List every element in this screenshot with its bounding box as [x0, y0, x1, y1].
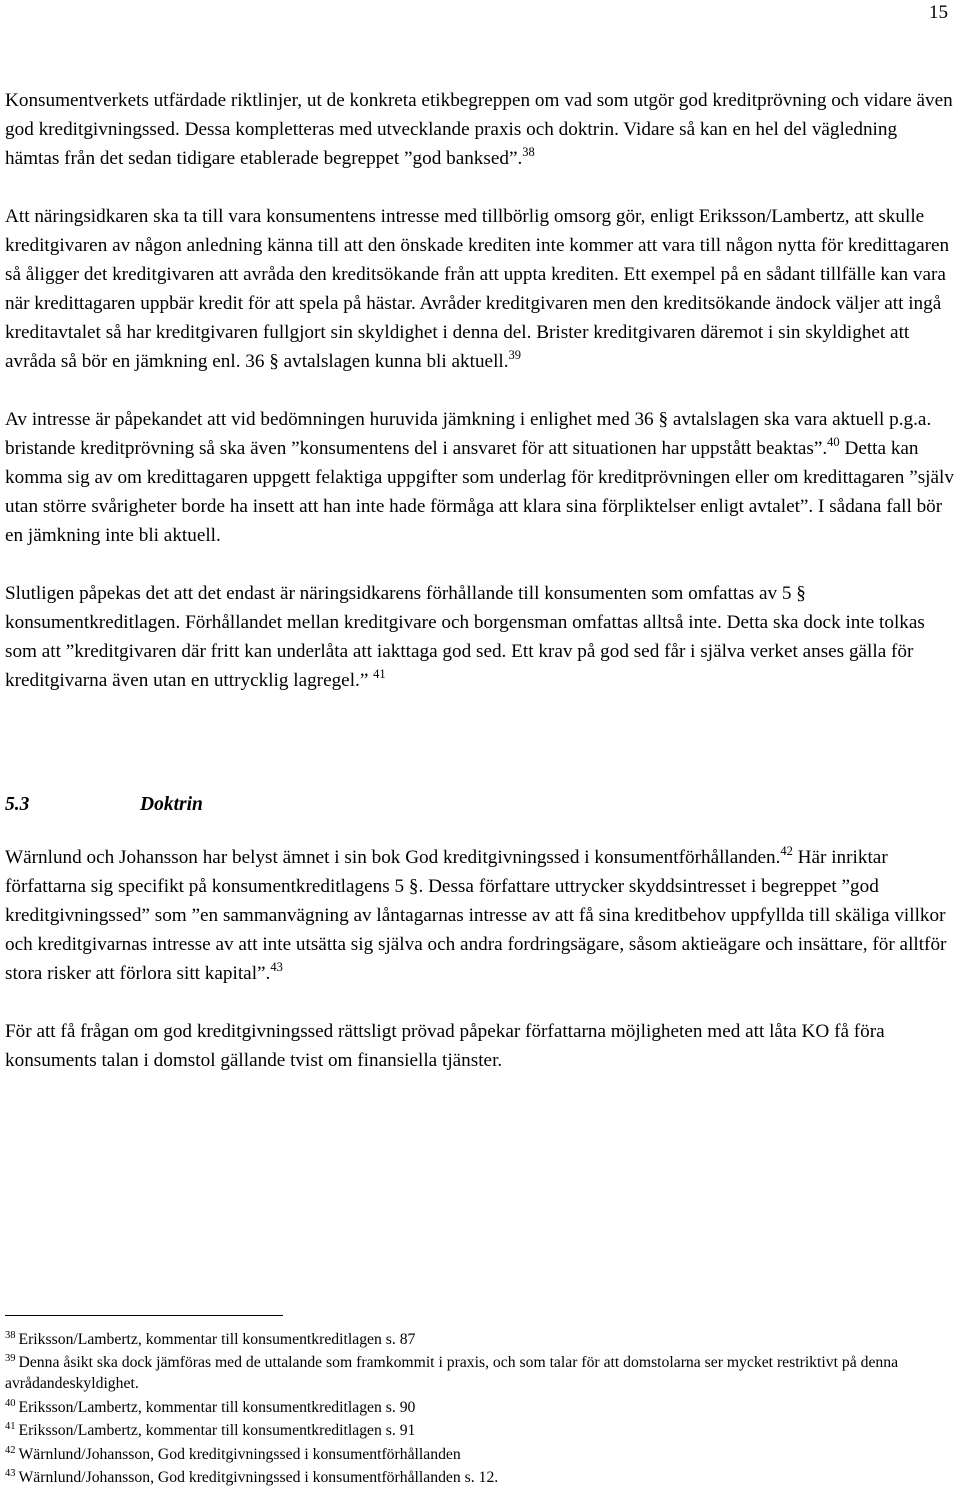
paragraph-text: Slutligen påpekas det att det endast är näringsidkarens förhållande till konsumenten som omfattas av 5 § konsumentkreditlagen. Förhållandet mellan kreditgivare och borgensman omfattas alltså inte. Detta ska dock inte tolkas som att ”kreditgivaren där fritt kan underlåta att iakttaga god sed. Ett krav på god sed får i själva verket anses gälla för kreditgivarna även utan en uttrycklig lagregel.” [5, 583, 925, 691]
paragraph [5, 202, 955, 376]
paragraph-text: Detta kan komma sig av om kredittagaren uppgett felaktiga uppgifter som underlag för kreditprövningen eller om kredittagaren ”själv utan större svårigheter borde ha insett att han inte hade förmåga att klara sina förpliktelser enligt avtalet”. I sådana fall bör en jämkning inte bli aktuell. [5, 438, 954, 546]
paragraph [5, 1017, 955, 1075]
footnote-text: Eriksson/Lambertz, kommentar till konsumentkreditlagen s. 87 [18, 1331, 416, 1348]
footnote [5, 1330, 955, 1351]
footnote [5, 1468, 955, 1489]
footnote [5, 1445, 955, 1466]
paragraph-text: Av intresse är påpekandet att vid bedömningen huruvida jämkning i enlighet med 36 § avtalslagen ska vara aktuell p.g.a. bristande kreditprövning så ska även ”konsumentens del i ansvaret för att situationen har uppstått beaktas”. [5, 409, 932, 459]
paragraph-text: Wärnlund och Johansson har belyst ämnet i sin bok God kreditgivningssed i konsumentförhållanden. [5, 847, 781, 868]
footnote-number: 41 [5, 1421, 16, 1433]
section-number: 5.3 [5, 794, 30, 815]
paragraph [5, 579, 955, 695]
footnote-ref: 43 [270, 960, 283, 974]
body-text [5, 86, 955, 1104]
footnote-number: 42 [5, 1444, 16, 1456]
footnote-ref: 39 [508, 348, 522, 362]
paragraph-text: Här inriktar författarna sig specifikt på konsumentkreditlagens 5 §. Dessa författare uttrycker skyddsintresset i begreppet ”god kreditgivningssed” som ”en sammanvägning av låntagarnas intresse av att få sina kreditbehov uppfyllda till skäliga villkor och kreditgivarnas intresse av att inte utsätta sig själva och andra fordringsägare, såsom aktieägare och insättare, för alltför stora risker att förlora sitt kapital”. [5, 847, 947, 984]
section-heading [5, 790, 955, 819]
footnote-ref: 42 [780, 844, 793, 858]
paragraph-text: Konsumentverkets utfärdade riktlinjer, ut de konkreta etikbegreppen om vad som utgör god kreditprövning och vidare även god kreditgivningssed. Dessa kompletteras med utvecklande praxis och doktrin. Vidare så kan en hel del vägledning hämtas från det sedan tidigare etablerade begreppet ”god banksed”. [5, 90, 953, 169]
footnote-text: Eriksson/Lambertz, kommentar till konsumentkreditlagen s. 91 [18, 1422, 416, 1440]
paragraph [5, 86, 955, 173]
footnote-number: 39 [5, 1353, 16, 1365]
footnote-text: Denna åsikt ska dock jämföras med de uttalande som framkommit i praxis, och som talar för att domstolarna ser mycket restriktivt på denna avrådandeskyldighet. [5, 1354, 899, 1393]
footnote-text: Eriksson/Lambertz, kommentar till konsumentkreditlagen s. 90 [18, 1398, 416, 1416]
paragraph-text: För att få frågan om god kreditgivningssed rättsligt prövad påpekar författarna möjligheten med att låta KO få föra konsuments talan i domstol gällande tvist om finansiella tjänster. [5, 1021, 885, 1071]
footnote-number: 40 [5, 1397, 16, 1409]
footnote [5, 1421, 955, 1442]
section-title: Doktrin [140, 794, 203, 815]
footnote-divider [5, 1315, 283, 1316]
footnote-text: Wärnlund/Johansson, God kreditgivningssed i konsumentförhållanden [18, 1445, 461, 1463]
paragraph-text: Att näringsidkaren ska ta till vara konsumentens intresse med tillbörlig omsorg gör, enligt Eriksson/Lambertz, att skulle kreditgivaren av någon anledning känna till att den önskade krediten inte kommer att vara till någon nytta för kredittagaren så åligger det kreditgivaren att avråda den kreditsökande från att uppta krediten. Ett exempel på en sådant tillfälle kan vara när kredittagaren uppbär kredit för att spela på hästar. Avråder kreditgivaren men den kreditsökande ändock väljer att ingå kreditavtalet så har kreditgivaren fullgjort sin skyldighet i denna del. Brister kreditgivaren däremot i sin skyldighet att avråda så bör en jämkning enl. 36 § avtalslagen kunna bli aktuell. [5, 206, 950, 372]
footnote-ref: 38 [522, 145, 535, 159]
footnote-number: 43 [5, 1468, 16, 1480]
footnote-number: 38 [5, 1330, 16, 1341]
page-number: 15 [929, 2, 948, 23]
footnote [5, 1353, 955, 1395]
footnotes [5, 1315, 955, 1492]
footnote-text: Wärnlund/Johansson, God kreditgivningssed i konsumentförhållanden s. 12. [18, 1469, 499, 1487]
footnote [5, 1398, 955, 1419]
footnote-ref: 40 [827, 435, 840, 449]
paragraph [5, 405, 955, 550]
paragraph [5, 843, 955, 988]
footnote-ref: 41 [373, 667, 386, 681]
